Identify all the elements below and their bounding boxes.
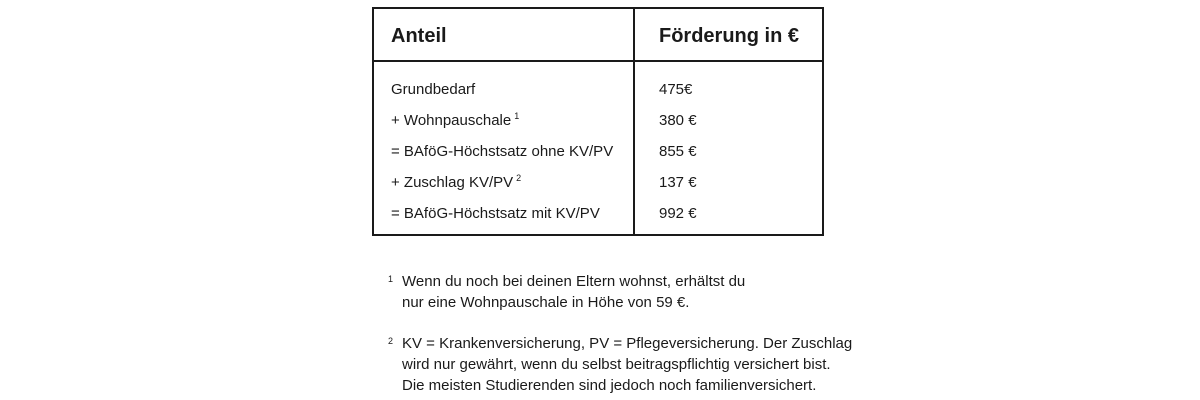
footnote-line: wird nur gewährt, wenn du selbst beitragspflichtig versichert bist. — [402, 356, 831, 373]
footnote-ref: 2 — [516, 173, 522, 183]
row-value: 992 € — [659, 205, 697, 222]
table-row — [374, 111, 822, 142]
footnote-line: Die meisten Studierenden sind jedoch noch familienversichert. — [402, 377, 817, 394]
funding-table — [372, 7, 824, 236]
row-label: + Zuschlag KV/PV $^2$ — [391, 173, 522, 191]
row-label: = BAföG-Höchstsatz mit KV/PV — [391, 205, 600, 222]
table-row — [374, 173, 822, 204]
header-divider — [374, 60, 822, 62]
footnote-line: nur eine Wohnpauschale in Höhe von 59 €. — [402, 294, 690, 311]
footnote-line: KV = Krankenversicherung, PV = Pflegeversicherung. Der Zuschlag — [402, 335, 853, 352]
row-value: 475€ — [659, 81, 693, 98]
footnote-text — [402, 271, 872, 313]
header-foerderung: Förderung in € — [659, 25, 799, 47]
row-value: 380 € — [659, 112, 697, 129]
footnote-ref: 1 — [514, 111, 520, 121]
row-label: = BAföG-Höchstsatz ohne KV/PV — [391, 143, 614, 160]
row-label: Grundbedarf — [391, 81, 476, 98]
footnote-line: Wenn du noch bei deinen Eltern wohnst, erhältst du — [402, 273, 746, 290]
table-row — [374, 80, 822, 111]
row-value: 137 € — [659, 174, 697, 191]
footnote-mark: 2 — [388, 336, 394, 346]
row-label: + Wohnpauschale $^1$ — [391, 111, 520, 129]
table-row — [374, 204, 822, 235]
footnote-mark: 1 — [388, 274, 394, 284]
header-anteil: Anteil — [391, 25, 447, 47]
footnote-text — [402, 333, 872, 396]
row-value: 855 € — [659, 143, 697, 160]
table-row — [374, 142, 822, 173]
